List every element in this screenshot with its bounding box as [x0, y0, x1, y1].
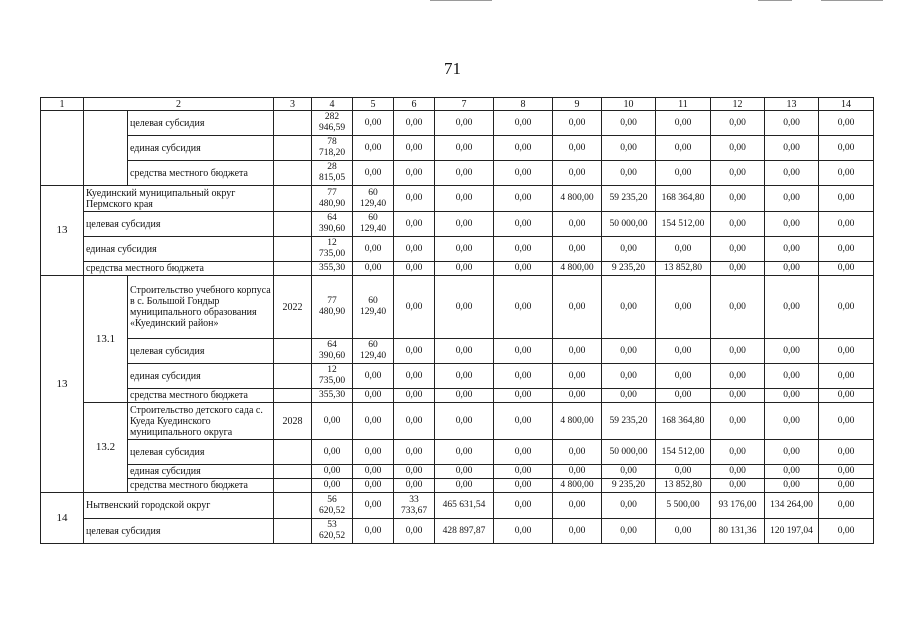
- value-cell: 0,00: [435, 403, 494, 440]
- value-cell: 0,00: [819, 186, 874, 212]
- value-cell: 0,00: [711, 237, 765, 262]
- value-cell: 0,00: [711, 479, 765, 493]
- table-row: [41, 262, 874, 276]
- value-cell: 0,00: [312, 403, 353, 440]
- value-cell: 0,00: [765, 161, 819, 186]
- value-cell: 0,00: [765, 276, 819, 339]
- value-cell: 0,00: [711, 276, 765, 339]
- value-cell: 0,00: [553, 212, 602, 237]
- value-cell: 0,00: [765, 136, 819, 161]
- value-cell: 0,00: [394, 389, 435, 403]
- value-cell: 0,00: [819, 479, 874, 493]
- value-cell: 0,00: [394, 403, 435, 440]
- year-cell: [274, 339, 312, 364]
- value-cell: 0,00: [494, 212, 553, 237]
- value-cell: 0,00: [394, 440, 435, 465]
- row-label-cell: единая субсидия: [128, 465, 274, 479]
- blank-cell: [84, 111, 128, 186]
- value-cell: 0,00: [553, 493, 602, 519]
- value-cell: 0,00: [394, 136, 435, 161]
- value-cell: 0,00: [394, 276, 435, 339]
- value-cell: 465 631,54: [435, 493, 494, 519]
- value-cell: 355,30: [312, 262, 353, 276]
- value-cell: 77 480,90: [312, 276, 353, 339]
- column-header: 6: [394, 98, 435, 111]
- table-row: [41, 519, 874, 544]
- value-cell: 0,00: [602, 161, 656, 186]
- value-cell: 0,00: [602, 465, 656, 479]
- value-cell: 0,00: [494, 465, 553, 479]
- value-cell: 0,00: [765, 262, 819, 276]
- value-cell: 0,00: [602, 389, 656, 403]
- row-label-cell: средства местного бюджета: [128, 479, 274, 493]
- value-cell: 428 897,87: [435, 519, 494, 544]
- value-cell: 0,00: [394, 186, 435, 212]
- year-cell: [274, 237, 312, 262]
- value-cell: 0,00: [494, 403, 553, 440]
- column-header: 11: [656, 98, 711, 111]
- value-cell: 0,00: [711, 212, 765, 237]
- value-cell: 0,00: [553, 111, 602, 136]
- year-cell: [274, 479, 312, 493]
- value-cell: 134 264,00: [765, 493, 819, 519]
- table-row: [41, 479, 874, 493]
- value-cell: 0,00: [711, 339, 765, 364]
- value-cell: 4 800,00: [553, 262, 602, 276]
- year-cell: [274, 186, 312, 212]
- value-cell: 0,00: [494, 262, 553, 276]
- value-cell: 64 390,60: [312, 339, 353, 364]
- value-cell: 0,00: [711, 364, 765, 389]
- value-cell: 0,00: [494, 389, 553, 403]
- page-number: 71: [444, 59, 461, 78]
- item-number-cell: 13: [41, 186, 84, 276]
- value-cell: 0,00: [819, 339, 874, 364]
- subitem-number-cell: 13.1: [84, 276, 128, 403]
- value-cell: 0,00: [312, 479, 353, 493]
- year-cell: [274, 465, 312, 479]
- value-cell: 0,00: [553, 339, 602, 364]
- value-cell: 0,00: [602, 111, 656, 136]
- value-cell: 0,00: [656, 161, 711, 186]
- value-cell: 0,00: [394, 339, 435, 364]
- value-cell: 0,00: [353, 161, 394, 186]
- table-row: [41, 136, 874, 161]
- row-label-cell: средства местного бюджета: [128, 161, 274, 186]
- value-cell: 9 235,20: [602, 262, 656, 276]
- value-cell: 0,00: [353, 389, 394, 403]
- value-cell: 60 129,40: [353, 186, 394, 212]
- value-cell: 0,00: [656, 364, 711, 389]
- value-cell: 0,00: [711, 262, 765, 276]
- value-cell: 0,00: [656, 276, 711, 339]
- value-cell: 0,00: [819, 519, 874, 544]
- value-cell: 154 512,00: [656, 440, 711, 465]
- year-cell: 2022: [274, 276, 312, 339]
- row-label-cell: единая субсидия: [128, 136, 274, 161]
- column-header: 4: [312, 98, 353, 111]
- value-cell: 4 800,00: [553, 479, 602, 493]
- value-cell: 0,00: [353, 440, 394, 465]
- value-cell: 0,00: [494, 186, 553, 212]
- value-cell: 0,00: [553, 237, 602, 262]
- value-cell: 77 480,90: [312, 186, 353, 212]
- budget-table: [40, 97, 874, 544]
- value-cell: 0,00: [553, 161, 602, 186]
- year-cell: [274, 389, 312, 403]
- row-label-cell: целевая субсидия: [128, 111, 274, 136]
- row-label-cell: средства местного бюджета: [128, 389, 274, 403]
- column-header: 14: [819, 98, 874, 111]
- value-cell: 0,00: [394, 479, 435, 493]
- value-cell: 0,00: [494, 440, 553, 465]
- value-cell: 0,00: [656, 339, 711, 364]
- value-cell: 0,00: [819, 493, 874, 519]
- column-header: 10: [602, 98, 656, 111]
- value-cell: 60 129,40: [353, 276, 394, 339]
- value-cell: 0,00: [602, 136, 656, 161]
- value-cell: 0,00: [435, 465, 494, 479]
- value-cell: 64 390,60: [312, 212, 353, 237]
- value-cell: 53 620,52: [312, 519, 353, 544]
- value-cell: 0,00: [494, 161, 553, 186]
- value-cell: 0,00: [656, 389, 711, 403]
- value-cell: 0,00: [765, 237, 819, 262]
- value-cell: 0,00: [435, 186, 494, 212]
- value-cell: 0,00: [602, 519, 656, 544]
- year-cell: [274, 364, 312, 389]
- value-cell: 0,00: [435, 136, 494, 161]
- column-header: 5: [353, 98, 394, 111]
- value-cell: 50 000,00: [602, 212, 656, 237]
- value-cell: 0,00: [435, 276, 494, 339]
- value-cell: 0,00: [435, 161, 494, 186]
- value-cell: 0,00: [394, 465, 435, 479]
- column-header: 1: [41, 98, 84, 111]
- year-cell: [274, 212, 312, 237]
- value-cell: 4 800,00: [553, 186, 602, 212]
- table-row: [41, 364, 874, 389]
- value-cell: 59 235,20: [602, 403, 656, 440]
- value-cell: 0,00: [435, 364, 494, 389]
- value-cell: 0,00: [765, 440, 819, 465]
- table-row: [41, 403, 874, 440]
- table-row: [41, 440, 874, 465]
- value-cell: 0,00: [553, 276, 602, 339]
- row-label-cell: единая субсидия: [128, 364, 274, 389]
- value-cell: 0,00: [711, 440, 765, 465]
- value-cell: 0,00: [553, 465, 602, 479]
- value-cell: 0,00: [819, 276, 874, 339]
- value-cell: 0,00: [819, 262, 874, 276]
- value-cell: 0,00: [494, 237, 553, 262]
- value-cell: 80 131,36: [711, 519, 765, 544]
- value-cell: 0,00: [553, 364, 602, 389]
- year-cell: [274, 161, 312, 186]
- table-row: [41, 111, 874, 136]
- column-header: 12: [711, 98, 765, 111]
- value-cell: 59 235,20: [602, 186, 656, 212]
- table-row: [41, 276, 874, 339]
- value-cell: 60 129,40: [353, 212, 394, 237]
- row-label-cell: средства местного бюджета: [84, 262, 274, 276]
- value-cell: 0,00: [494, 493, 553, 519]
- value-cell: 0,00: [602, 364, 656, 389]
- year-cell: [274, 262, 312, 276]
- value-cell: 0,00: [494, 364, 553, 389]
- value-cell: 4 800,00: [553, 403, 602, 440]
- row-label-cell: целевая субсидия: [84, 519, 274, 544]
- value-cell: 0,00: [819, 237, 874, 262]
- table-row: [41, 237, 874, 262]
- value-cell: 0,00: [553, 440, 602, 465]
- value-cell: 0,00: [819, 403, 874, 440]
- year-cell: [274, 136, 312, 161]
- value-cell: 0,00: [819, 136, 874, 161]
- table-row: [41, 389, 874, 403]
- value-cell: 0,00: [602, 493, 656, 519]
- table-row: [41, 465, 874, 479]
- value-cell: 0,00: [435, 389, 494, 403]
- value-cell: 0,00: [656, 111, 711, 136]
- value-cell: 5 500,00: [656, 493, 711, 519]
- column-header: 9: [553, 98, 602, 111]
- value-cell: 0,00: [711, 111, 765, 136]
- value-cell: 0,00: [553, 519, 602, 544]
- year-cell: [274, 440, 312, 465]
- table-row: [41, 212, 874, 237]
- blank-cell: [41, 111, 84, 186]
- value-cell: 0,00: [819, 212, 874, 237]
- value-cell: 33 733,67: [394, 493, 435, 519]
- value-cell: 0,00: [602, 339, 656, 364]
- year-cell: [274, 111, 312, 136]
- row-label-cell: целевая субсидия: [128, 440, 274, 465]
- value-cell: 0,00: [765, 403, 819, 440]
- value-cell: 0,00: [435, 440, 494, 465]
- top-rule-1: [430, 0, 492, 1]
- value-cell: 168 364,80: [656, 403, 711, 440]
- value-cell: 0,00: [353, 403, 394, 440]
- value-cell: 0,00: [394, 519, 435, 544]
- value-cell: 28 815,05: [312, 161, 353, 186]
- value-cell: 93 176,00: [711, 493, 765, 519]
- value-cell: 0,00: [711, 186, 765, 212]
- value-cell: 0,00: [394, 237, 435, 262]
- value-cell: 0,00: [553, 389, 602, 403]
- row-label-cell: Строительство учебного корпуса в с. Большой Гондыр муниципального образования «Куединский район»: [128, 276, 274, 339]
- header-row: [41, 98, 874, 111]
- value-cell: 0,00: [494, 479, 553, 493]
- value-cell: 0,00: [602, 237, 656, 262]
- value-cell: 60 129,40: [353, 339, 394, 364]
- value-cell: 0,00: [819, 440, 874, 465]
- value-cell: 0,00: [435, 262, 494, 276]
- value-cell: 282 946,59: [312, 111, 353, 136]
- value-cell: 0,00: [765, 111, 819, 136]
- value-cell: 0,00: [435, 237, 494, 262]
- value-cell: 0,00: [656, 237, 711, 262]
- value-cell: 0,00: [353, 136, 394, 161]
- value-cell: 0,00: [553, 136, 602, 161]
- item-number-cell: 13: [41, 276, 84, 493]
- value-cell: 0,00: [494, 136, 553, 161]
- value-cell: 0,00: [765, 479, 819, 493]
- year-cell: [274, 519, 312, 544]
- column-header: 7: [435, 98, 494, 111]
- value-cell: 0,00: [494, 276, 553, 339]
- value-cell: 0,00: [765, 339, 819, 364]
- value-cell: 0,00: [765, 212, 819, 237]
- value-cell: 0,00: [353, 493, 394, 519]
- value-cell: 12 735,00: [312, 364, 353, 389]
- row-label-cell: Нытвенский городской округ: [84, 493, 274, 519]
- value-cell: 0,00: [711, 389, 765, 403]
- year-cell: 2028: [274, 403, 312, 440]
- value-cell: 0,00: [494, 111, 553, 136]
- value-cell: 154 512,00: [656, 212, 711, 237]
- value-cell: 0,00: [494, 339, 553, 364]
- value-cell: 0,00: [353, 465, 394, 479]
- value-cell: 168 364,80: [656, 186, 711, 212]
- value-cell: 0,00: [494, 519, 553, 544]
- value-cell: 0,00: [711, 161, 765, 186]
- value-cell: 0,00: [656, 519, 711, 544]
- value-cell: 0,00: [435, 479, 494, 493]
- value-cell: 0,00: [765, 186, 819, 212]
- row-label-cell: Строительство детского сада с. Куеда Куединского муниципального округа: [128, 403, 274, 440]
- value-cell: 0,00: [819, 364, 874, 389]
- value-cell: 0,00: [711, 403, 765, 440]
- value-cell: 0,00: [353, 479, 394, 493]
- table-row: [41, 161, 874, 186]
- value-cell: 0,00: [819, 111, 874, 136]
- value-cell: 120 197,04: [765, 519, 819, 544]
- value-cell: 0,00: [353, 237, 394, 262]
- value-cell: 0,00: [656, 465, 711, 479]
- table-row: [41, 186, 874, 212]
- top-rule-3: [821, 0, 883, 1]
- column-header: 2: [84, 98, 274, 111]
- value-cell: 9 235,20: [602, 479, 656, 493]
- top-rule-2: [758, 0, 792, 1]
- value-cell: 0,00: [435, 339, 494, 364]
- row-label-cell: единая субсидия: [84, 237, 274, 262]
- year-cell: [274, 493, 312, 519]
- value-cell: 0,00: [765, 465, 819, 479]
- value-cell: 12 735,00: [312, 237, 353, 262]
- value-cell: 0,00: [394, 364, 435, 389]
- value-cell: 0,00: [353, 111, 394, 136]
- value-cell: 0,00: [435, 212, 494, 237]
- value-cell: 0,00: [819, 465, 874, 479]
- value-cell: 355,30: [312, 389, 353, 403]
- value-cell: 0,00: [435, 111, 494, 136]
- value-cell: 0,00: [602, 276, 656, 339]
- column-header: 3: [274, 98, 312, 111]
- table-row: [41, 493, 874, 519]
- column-header: 8: [494, 98, 553, 111]
- value-cell: 0,00: [353, 364, 394, 389]
- row-label-cell: целевая субсидия: [128, 339, 274, 364]
- value-cell: 0,00: [765, 364, 819, 389]
- table-row: [41, 339, 874, 364]
- value-cell: 0,00: [656, 136, 711, 161]
- value-cell: 0,00: [353, 262, 394, 276]
- value-cell: 0,00: [711, 136, 765, 161]
- value-cell: 0,00: [765, 389, 819, 403]
- value-cell: 0,00: [819, 161, 874, 186]
- value-cell: 13 852,80: [656, 479, 711, 493]
- value-cell: 0,00: [394, 161, 435, 186]
- column-header: 13: [765, 98, 819, 111]
- value-cell: 0,00: [394, 212, 435, 237]
- value-cell: 0,00: [394, 111, 435, 136]
- value-cell: 0,00: [312, 440, 353, 465]
- value-cell: 56 620,52: [312, 493, 353, 519]
- value-cell: 0,00: [312, 465, 353, 479]
- value-cell: 0,00: [394, 262, 435, 276]
- item-number-cell: 14: [41, 493, 84, 544]
- value-cell: 0,00: [819, 389, 874, 403]
- subitem-number-cell: 13.2: [84, 403, 128, 493]
- row-label-cell: целевая субсидия: [84, 212, 274, 237]
- value-cell: 0,00: [711, 465, 765, 479]
- value-cell: 0,00: [353, 519, 394, 544]
- value-cell: 50 000,00: [602, 440, 656, 465]
- row-label-cell: Куединский муниципальный округ Пермского края: [84, 186, 274, 212]
- value-cell: 78 718,20: [312, 136, 353, 161]
- value-cell: 13 852,80: [656, 262, 711, 276]
